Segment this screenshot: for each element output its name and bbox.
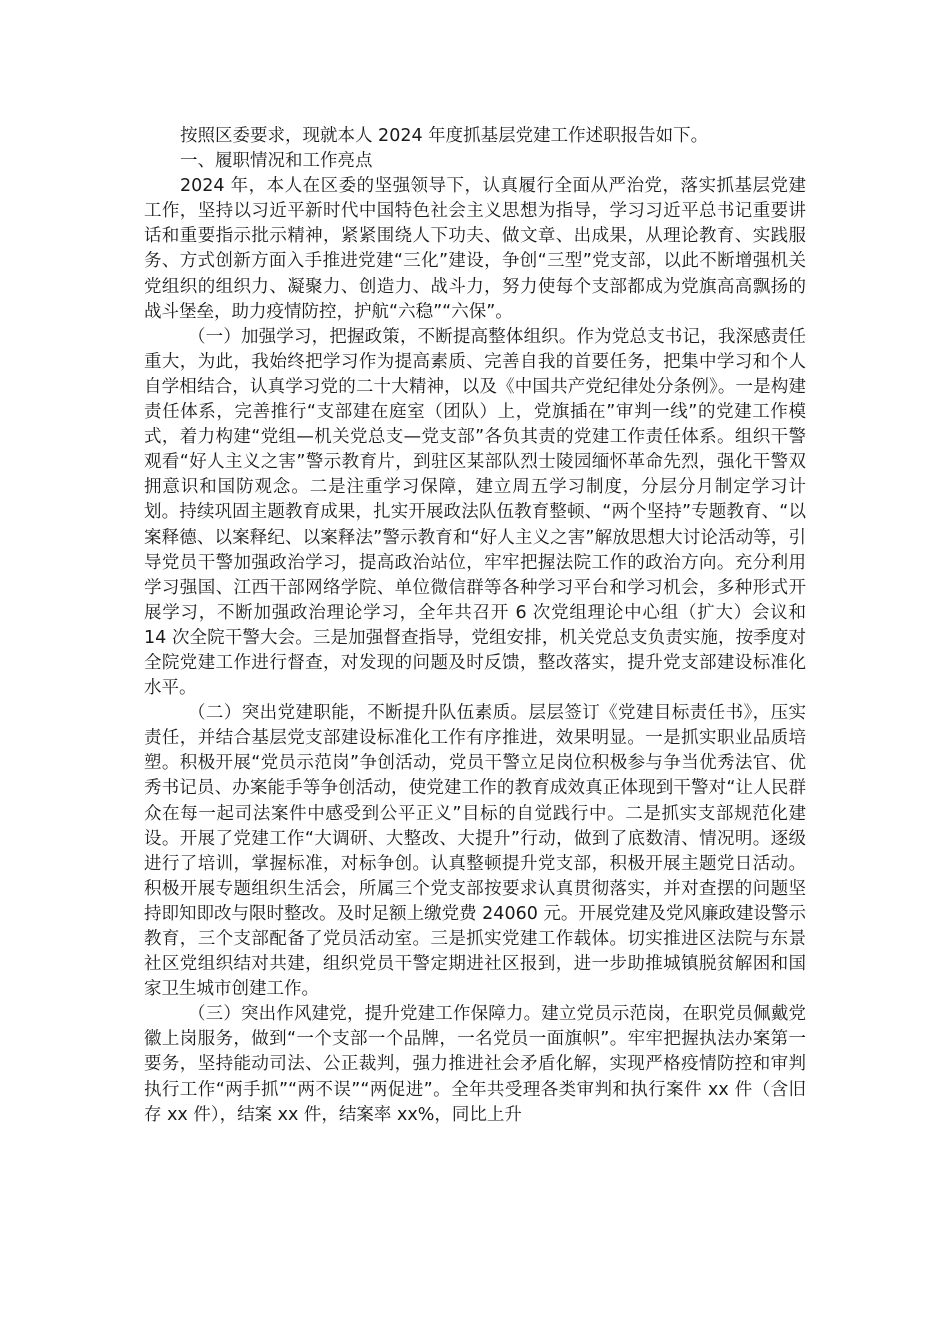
overview-paragraph: 2024 年，本人在区委的坚强领导下，认真履行全面从严治党，落实抓基层党建工作，坚持以习近平新时代中国特色社会主义思想为指导，学习习近平总书记重要讲话和重要指示批示精神，紧紧围绕人下功夫、做文章、出成果，从理论教育、实践服务、方式创新方面入手推进党建“三化”建设，争创“三型”党支部，以此不断增强机关党组织的组织力、凝聚力、创造力、战斗力，努力使每个支部都成为党旗高高飘扬的战斗堡垒，助力疫情防控，护航“六稳”“六保”。 [144,176,806,322]
report-page [144,124,806,1128]
section-2-paragraph: （二）突出党建职能，不断提升队伍素质。层层签订《党建目标责任书》，压实责任，并结合基层党支部建设标准化工作有序推进，效果明显。一是抓实职业品质培塑。积极开展“党员示范岗”争创活动，党员干警立足岗位积极参与争当优秀法官、优秀书记员、办案能手等争创活动，使党建工作的教育成效真正体现到干警对“让人民群众在每一起司法案件中感受到公平正义”目标的自觉践行中。二是抓实支部规范化建设。开展了党建工作“大调研、大整改、大提升”行动，做到了底数清、情况明。逐级进行了培训，掌握标准，对标争创。认真整顿提升党支部，积极开展主题党日活动。积极开展专题组织生活会，所属三个党支部按要求认真贯彻落实，并对查摆的问题坚持即知即改与限时整改。及时足额上缴党费 24060 元。开展党建及党风廉政建设警示教育，三个支部配备了党员活动室。三是抓实党建工作载体。切实推进区法院与东景社区党组织结对共建，组织党员干警定期进社区报到，进一步助推城镇脱贫解困和国家卫生城市创建工作。 [144,703,806,1000]
section-3-paragraph: （三）突出作风建党，提升党建工作保障力。建立党员示范岗，在职党员佩戴党徽上岗服务，做到“一个支部一个品牌，一名党员一面旗帜”。牢牢把握执法办案第一要务，坚持能动司法、公正裁判，强力推进社会矛盾化解，实现严格疫情防控和审判执行工作“两手抓”“两不误”“两促进”。全年共受理各类审判和执行案件 xx 件（含旧存 xx 件），结案 xx 件，结案率 xx%，同比上升 [144,1004,806,1125]
section-1-paragraph: （一）加强学习，把握政策，不断提高整体组织。作为党总支书记，我深感责任重大，为此，我始终把学习作为提高素质、完善自我的首要任务，把集中学习和个人自学相结合，认真学习党的二十大精神，以及《中国共产党纪律处分条例》。一是构建责任体系，完善推行“支部建在庭室（团队）上，党旗插在”审判一线”的党建工作模式，着力构建“党组—机关党总支—党支部”各负其责的党建工作责任体系。组织干警观看“好人主义之害”警示教育片，到驻区某部队烈士陵园缅怀革命先烈，强化干警双拥意识和国防观念。二是注重学习保障，建立周五学习制度，分层分月制定学习计划。持续巩固主题教育成果，扎实开展政法队伍教育整顿、“两个坚持”专题教育、“以案释德、以案释纪、以案释法”警示教育和“好人主义之害”解放思想大讨论活动等，引导党员干警加强政治学习，提高政治站位，牢牢把握法院工作的政治方向。充分利用学习强国、江西干部网络学院、单位微信群等各种学习平台和学习机会，多种形式开展学习，不断加强政治理论学习，全年共召开 6 次党组理论中心组（扩大）会议和 14 次全院干警大会。三是加强督查指导，党组安排，机关党总支负责实施，按季度对全院党建工作进行督查，对发现的问题及时反馈，整改落实，提升党支部建设标准化水平。 [144,326,806,699]
section-heading-1: 一、履职情况和工作亮点 [180,151,373,172]
intro-paragraph: 按照区委要求，现就本人 2024 年度抓基层党建工作述职报告如下。 [180,126,709,146]
